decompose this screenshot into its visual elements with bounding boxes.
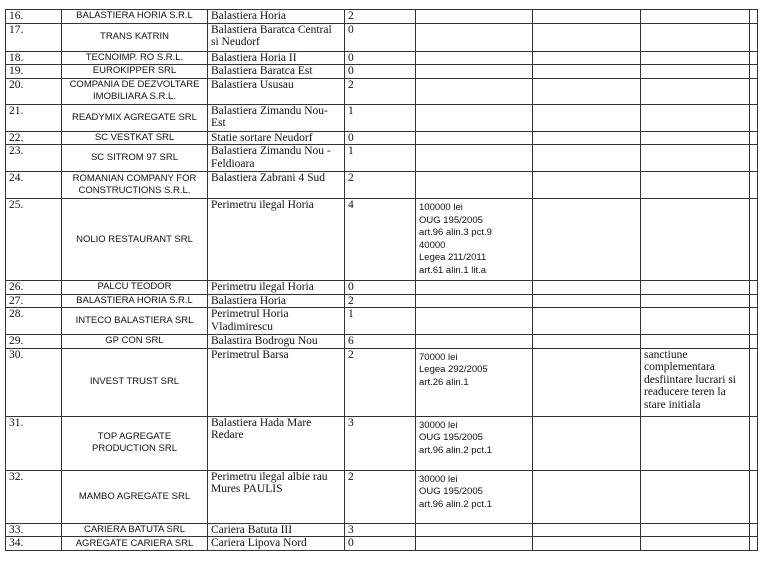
- note-cell: [641, 523, 750, 537]
- note-cell: [641, 131, 750, 145]
- note-cell: [641, 65, 750, 79]
- location-cell: Cariera Batuta III: [208, 523, 345, 537]
- empty-cell: [533, 78, 641, 104]
- count-cell: 2: [345, 172, 416, 199]
- empty-cell: [533, 294, 641, 308]
- edge-cell: [750, 523, 758, 537]
- sanctions-table: [5, 9, 758, 551]
- location-cell: Cariera Lipova Nord: [208, 537, 345, 551]
- table-row: [6, 294, 758, 308]
- note-cell: [641, 308, 750, 335]
- note-cell: sanctiune complementara desfiintare lucrari si readucere teren la stare initiala: [641, 348, 750, 416]
- company-cell: BALASTIERA HORIA S.R.L: [62, 294, 208, 308]
- company-cell: INVEST TRUST SRL: [62, 348, 208, 416]
- empty-cell: [533, 281, 641, 295]
- row-number-cell: 26.: [6, 281, 62, 295]
- row-number-cell: 23.: [6, 145, 62, 172]
- edge-cell: [750, 470, 758, 523]
- edge-cell: [750, 416, 758, 470]
- edge-cell: [750, 145, 758, 172]
- location-cell: Perimetru ilegal albie rau Mures PAULIS: [208, 470, 345, 523]
- row-number-cell: 22.: [6, 131, 62, 145]
- table-row: [6, 523, 758, 537]
- count-cell: 0: [345, 51, 416, 65]
- empty-cell: [533, 416, 641, 470]
- table-row: [6, 78, 758, 104]
- empty-cell: [533, 10, 641, 24]
- row-number-cell: 27.: [6, 294, 62, 308]
- empty-cell: [533, 172, 641, 199]
- table-row: [6, 416, 758, 470]
- location-cell: Balastiera Horia II: [208, 51, 345, 65]
- location-cell: Balastiera Zimandu Nou-Est: [208, 104, 345, 131]
- note-cell: [641, 172, 750, 199]
- edge-cell: [750, 23, 758, 51]
- note-cell: [641, 294, 750, 308]
- sanction-cell: [416, 104, 533, 131]
- row-number-cell: 21.: [6, 104, 62, 131]
- row-number-cell: 19.: [6, 65, 62, 79]
- count-cell: 0: [345, 65, 416, 79]
- count-cell: 0: [345, 131, 416, 145]
- sanction-cell: 100000 lei OUG 195/2005 art.96 alin.3 pct.9 40000 Legea 211/2011 art.61 alin.1 lit.a: [416, 199, 533, 281]
- table-row: [6, 23, 758, 51]
- company-cell: NOLIO RESTAURANT SRL: [62, 199, 208, 281]
- edge-cell: [750, 172, 758, 199]
- count-cell: 0: [345, 537, 416, 551]
- edge-cell: [750, 51, 758, 65]
- table-row: [6, 145, 758, 172]
- count-cell: 1: [345, 308, 416, 335]
- sanction-cell: [416, 131, 533, 145]
- table-row: [6, 65, 758, 79]
- location-cell: Statie sortare Neudorf: [208, 131, 345, 145]
- note-cell: [641, 537, 750, 551]
- edge-cell: [750, 199, 758, 281]
- count-cell: 2: [345, 78, 416, 104]
- sanction-cell: [416, 308, 533, 335]
- sanction-cell: [416, 78, 533, 104]
- row-number-cell: 34.: [6, 537, 62, 551]
- edge-cell: [750, 65, 758, 79]
- row-number-cell: 18.: [6, 51, 62, 65]
- edge-cell: [750, 348, 758, 416]
- table-row: [6, 51, 758, 65]
- empty-cell: [533, 537, 641, 551]
- table-row: [6, 308, 758, 335]
- empty-cell: [533, 23, 641, 51]
- location-cell: Perimetrul Horia Vladimirescu: [208, 308, 345, 335]
- company-cell: READYMIX AGREGATE SRL: [62, 104, 208, 131]
- count-cell: 3: [345, 416, 416, 470]
- location-cell: Balastiera Zabrani 4 Sud: [208, 172, 345, 199]
- sanction-cell: 30000 lei OUG 195/2005 art.96 alin.2 pct.1: [416, 470, 533, 523]
- row-number-cell: 17.: [6, 23, 62, 51]
- note-cell: [641, 23, 750, 51]
- count-cell: 2: [345, 470, 416, 523]
- company-cell: GP CON SRL: [62, 335, 208, 349]
- company-cell: CARIERA BATUTA SRL: [62, 523, 208, 537]
- row-number-cell: 24.: [6, 172, 62, 199]
- company-cell: MAMBO AGREGATE SRL: [62, 470, 208, 523]
- empty-cell: [533, 51, 641, 65]
- location-cell: Balastiera Zimandu Nou - Feldioara: [208, 145, 345, 172]
- empty-cell: [533, 308, 641, 335]
- table-row: [6, 281, 758, 295]
- sanction-cell: 30000 lei OUG 195/2005 art.96 alin.2 pct.1: [416, 416, 533, 470]
- edge-cell: [750, 104, 758, 131]
- empty-cell: [533, 523, 641, 537]
- note-cell: [641, 145, 750, 172]
- edge-cell: [750, 131, 758, 145]
- note-cell: [641, 51, 750, 65]
- company-cell: ROMANIAN COMPANY FOR CONSTRUCTIONS S.R.L.: [62, 172, 208, 199]
- row-number-cell: 16.: [6, 10, 62, 24]
- edge-cell: [750, 308, 758, 335]
- count-cell: 6: [345, 335, 416, 349]
- sanction-cell: [416, 145, 533, 172]
- row-number-cell: 31.: [6, 416, 62, 470]
- count-cell: 1: [345, 104, 416, 131]
- empty-cell: [533, 145, 641, 172]
- count-cell: 0: [345, 281, 416, 295]
- company-cell: COMPANIA DE DEZVOLTARE IMOBILIARA S.R.L.: [62, 78, 208, 104]
- table-row: [6, 10, 758, 24]
- table-row: [6, 199, 758, 281]
- count-cell: 2: [345, 294, 416, 308]
- row-number-cell: 32.: [6, 470, 62, 523]
- empty-cell: [533, 348, 641, 416]
- company-cell: TRANS KATRIN: [62, 23, 208, 51]
- table-row: [6, 104, 758, 131]
- company-cell: SC VESTKAT SRL: [62, 131, 208, 145]
- location-cell: Balastiera Baratca Est: [208, 65, 345, 79]
- empty-cell: [533, 131, 641, 145]
- location-cell: Perimetrul Barsa: [208, 348, 345, 416]
- location-cell: Perimetru ilegal Horia: [208, 281, 345, 295]
- row-number-cell: 30.: [6, 348, 62, 416]
- table-row: [6, 131, 758, 145]
- location-cell: Balastiera Ususau: [208, 78, 345, 104]
- edge-cell: [750, 78, 758, 104]
- location-cell: Balastiera Horia: [208, 10, 345, 24]
- company-cell: TECNOIMP. RO S.R.L.: [62, 51, 208, 65]
- row-number-cell: 28.: [6, 308, 62, 335]
- row-number-cell: 33.: [6, 523, 62, 537]
- edge-cell: [750, 10, 758, 24]
- edge-cell: [750, 294, 758, 308]
- table-row: [6, 335, 758, 349]
- sanction-cell: [416, 23, 533, 51]
- empty-cell: [533, 470, 641, 523]
- sanction-cell: [416, 172, 533, 199]
- row-number-cell: 25.: [6, 199, 62, 281]
- empty-cell: [533, 104, 641, 131]
- location-cell: Balastiera Baratca Central si Neudorf: [208, 23, 345, 51]
- location-cell: Perimetru ilegal Horia: [208, 199, 345, 281]
- empty-cell: [533, 65, 641, 79]
- sanction-cell: 70000 lei Legea 292/2005 art.26 alin.1: [416, 348, 533, 416]
- table-row: [6, 348, 758, 416]
- empty-cell: [533, 199, 641, 281]
- row-number-cell: 20.: [6, 78, 62, 104]
- edge-cell: [750, 281, 758, 295]
- count-cell: 4: [345, 199, 416, 281]
- company-cell: PALCU TEODOR: [62, 281, 208, 295]
- sanction-cell: [416, 10, 533, 24]
- note-cell: [641, 104, 750, 131]
- empty-cell: [533, 335, 641, 349]
- row-number-cell: 29.: [6, 335, 62, 349]
- sanction-cell: [416, 281, 533, 295]
- note-cell: [641, 281, 750, 295]
- count-cell: 2: [345, 348, 416, 416]
- sanction-cell: [416, 51, 533, 65]
- table-row: [6, 172, 758, 199]
- note-cell: [641, 416, 750, 470]
- count-cell: 3: [345, 523, 416, 537]
- note-cell: [641, 335, 750, 349]
- edge-cell: [750, 335, 758, 349]
- sanction-cell: [416, 65, 533, 79]
- company-cell: SC SITROM 97 SRL: [62, 145, 208, 172]
- note-cell: [641, 199, 750, 281]
- sanction-cell: [416, 537, 533, 551]
- sanction-cell: [416, 294, 533, 308]
- company-cell: AGREGATE CARIERA SRL: [62, 537, 208, 551]
- location-cell: Balastiera Hada Mare Redare: [208, 416, 345, 470]
- table-row: [6, 470, 758, 523]
- note-cell: [641, 78, 750, 104]
- company-cell: BALASTIERA HORIA S.R.L: [62, 10, 208, 24]
- sanction-cell: [416, 523, 533, 537]
- note-cell: [641, 470, 750, 523]
- sanction-cell: [416, 335, 533, 349]
- company-cell: EUROKIPPER SRL: [62, 65, 208, 79]
- count-cell: 2: [345, 10, 416, 24]
- count-cell: 0: [345, 23, 416, 51]
- location-cell: Balastira Bodrogu Nou: [208, 335, 345, 349]
- company-cell: TOP AGREGATE PRODUCTION SRL: [62, 416, 208, 470]
- table-row: [6, 537, 758, 551]
- count-cell: 1: [345, 145, 416, 172]
- edge-cell: [750, 537, 758, 551]
- note-cell: [641, 10, 750, 24]
- location-cell: Balastiera Horia: [208, 294, 345, 308]
- table-body: [6, 10, 758, 551]
- company-cell: INTECO BALASTIERA SRL: [62, 308, 208, 335]
